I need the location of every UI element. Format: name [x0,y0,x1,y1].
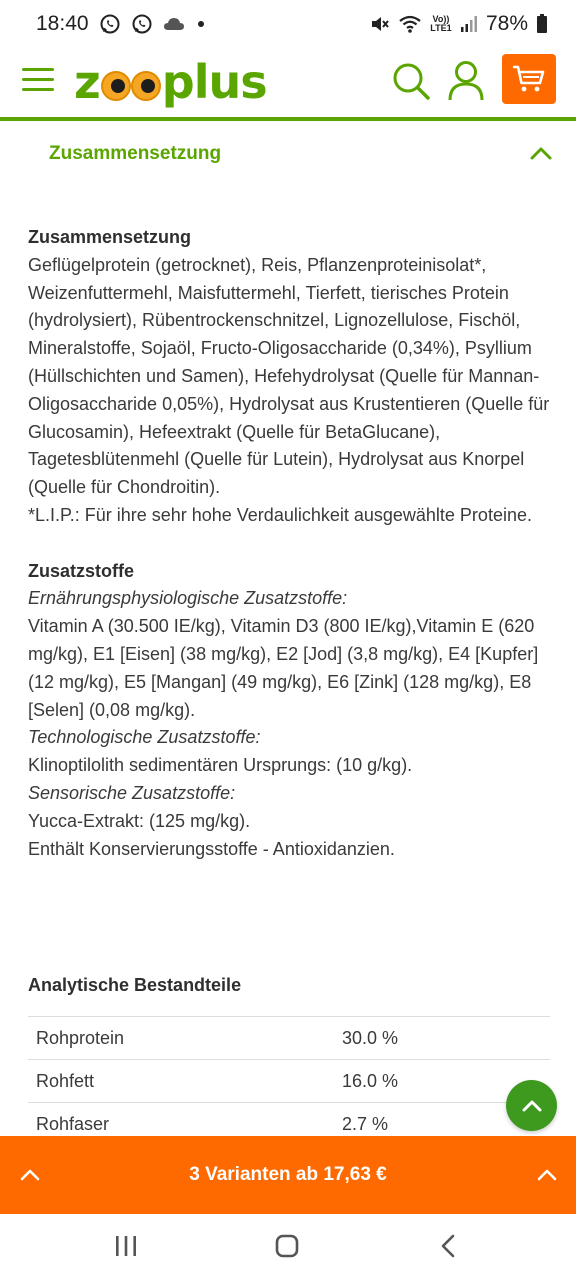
whatsapp-icon [131,13,153,35]
analytics-value: 30.0 % [342,1017,550,1060]
whatsapp-icon [99,13,121,35]
header-divider [0,117,576,121]
menu-icon-bar [22,88,54,91]
logo-suffix: plus [161,55,267,109]
zooplus-logo[interactable] [74,54,267,110]
status-left [36,12,207,36]
home-icon[interactable] [274,1233,300,1259]
status-bar [0,0,576,48]
composition-heading: Zusammensetzung [28,227,192,247]
sensory-additives-label: Sensorische Zusatzstoffe: [28,782,236,803]
logo-eyes-icon [101,63,161,101]
spacer [28,530,552,558]
sensory-additives-text: Yucca-Extrakt: (125 mg/kg). [28,810,251,831]
analytics-table [28,1016,550,1146]
accordion-title: Zusammensetzung [49,143,222,164]
back-icon[interactable] [438,1233,458,1259]
scroll-to-top-button[interactable] [506,1080,557,1131]
system-nav-bar [0,1214,576,1280]
chevron-up-icon [20,1167,40,1183]
battery-icon [536,14,548,34]
menu-icon-bar [22,78,54,81]
analytics-value: 2.7 % [342,1103,550,1146]
account-icon[interactable] [446,58,486,102]
logo-prefix: z [74,55,100,109]
composition-footnote: *L.I.P.: Für ihre sehr hohe Verdaulichkeit ausgewählte Proteine. [28,504,532,525]
volte-icon: Vo)) LTE1 [430,14,452,33]
analytics-heading: Analytische Bestandteile [28,975,242,995]
logo-eye-icon [101,71,131,101]
dot-icon [195,18,207,30]
mute-icon [370,14,390,34]
status-right [370,12,548,36]
product-details-content [28,224,552,863]
analytics-value: 16.0 % [342,1060,550,1103]
wifi-icon [398,14,422,34]
chevron-up-icon[interactable] [530,144,552,162]
technological-additives-text: Klinoptilolith sedimentären Ursprungs: (10 g/kg). [28,755,413,776]
accordion-header-composition[interactable] [0,124,576,184]
menu-icon-bar [22,68,54,71]
variants-label: 3 Varianten ab 17,63 € [189,1164,387,1185]
analytics-name: Rohfaser [28,1103,342,1146]
cart-button[interactable] [502,54,556,104]
battery-percent: 78% [485,12,528,35]
cart-icon [512,64,546,94]
chevron-up-icon [537,1167,557,1183]
cloud-icon [163,15,185,33]
logo-eye-icon [131,71,161,101]
search-icon[interactable] [390,60,432,102]
preservatives-text: Enthält Konservierungsstoffe - Antioxidanzien. [28,838,395,859]
variants-bar[interactable] [0,1136,576,1214]
composition-text: Geflügelprotein (getrocknet), Reis, Pflanzenproteinisolat*, Weizenfuttermehl, Maisfuttermehl, Tierfett, tierisches Protein (hydrolysiert), Rübentrockenschnitzel, Lignozellulose, Fischöl, Mineralstoffe, Sojaöl, Fructo-Oligosaccharide (0,34%), Psyllium (Hüllschichten und Samen), Hefehydrolysat (Quelle für Mannan-Oligosaccharide 0,05%), Hydrolysat aus Krustentieren (Quelle für Glucosamin), Hefeextrakt (Quelle für BetaGlucane), Tagetesblütenmehl (Quelle für Lutein), Hydrolysat aus Knorpel (Quelle für Chondroitin). [28,254,550,498]
technological-additives-label: Technologische Zusatzstoffe: [28,727,261,748]
menu-button[interactable] [22,68,54,94]
table-row [28,1017,550,1060]
app-header [0,48,576,118]
additives-heading: Zusatzstoffe [28,560,135,581]
signal-icon [460,15,478,33]
chevron-up-icon [521,1098,543,1114]
nutritional-additives-text: Vitamin A (30.500 IE/kg), Vitamin D3 (800 IE/kg),Vitamin E (620 mg/kg), E1 [Eisen] (38 mg/kg), E2 [Jod] (3,8 mg/kg), E4 [Kupfer] (12 mg/kg), E5 [Mangan] (49 mg/kg), E6 [Zink] (128 mg/kg), E8 [Selen] (0,08 mg/kg). [28,616,539,720]
nutritional-additives-label: Ernährungsphysiologische Zusatzstoffe: [28,588,348,609]
analytics-name: Rohfett [28,1060,342,1103]
analytics-name: Rohprotein [28,1017,342,1060]
status-time: 18:40 [36,12,89,35]
table-row [28,1060,550,1103]
recent-apps-icon[interactable] [114,1234,138,1258]
